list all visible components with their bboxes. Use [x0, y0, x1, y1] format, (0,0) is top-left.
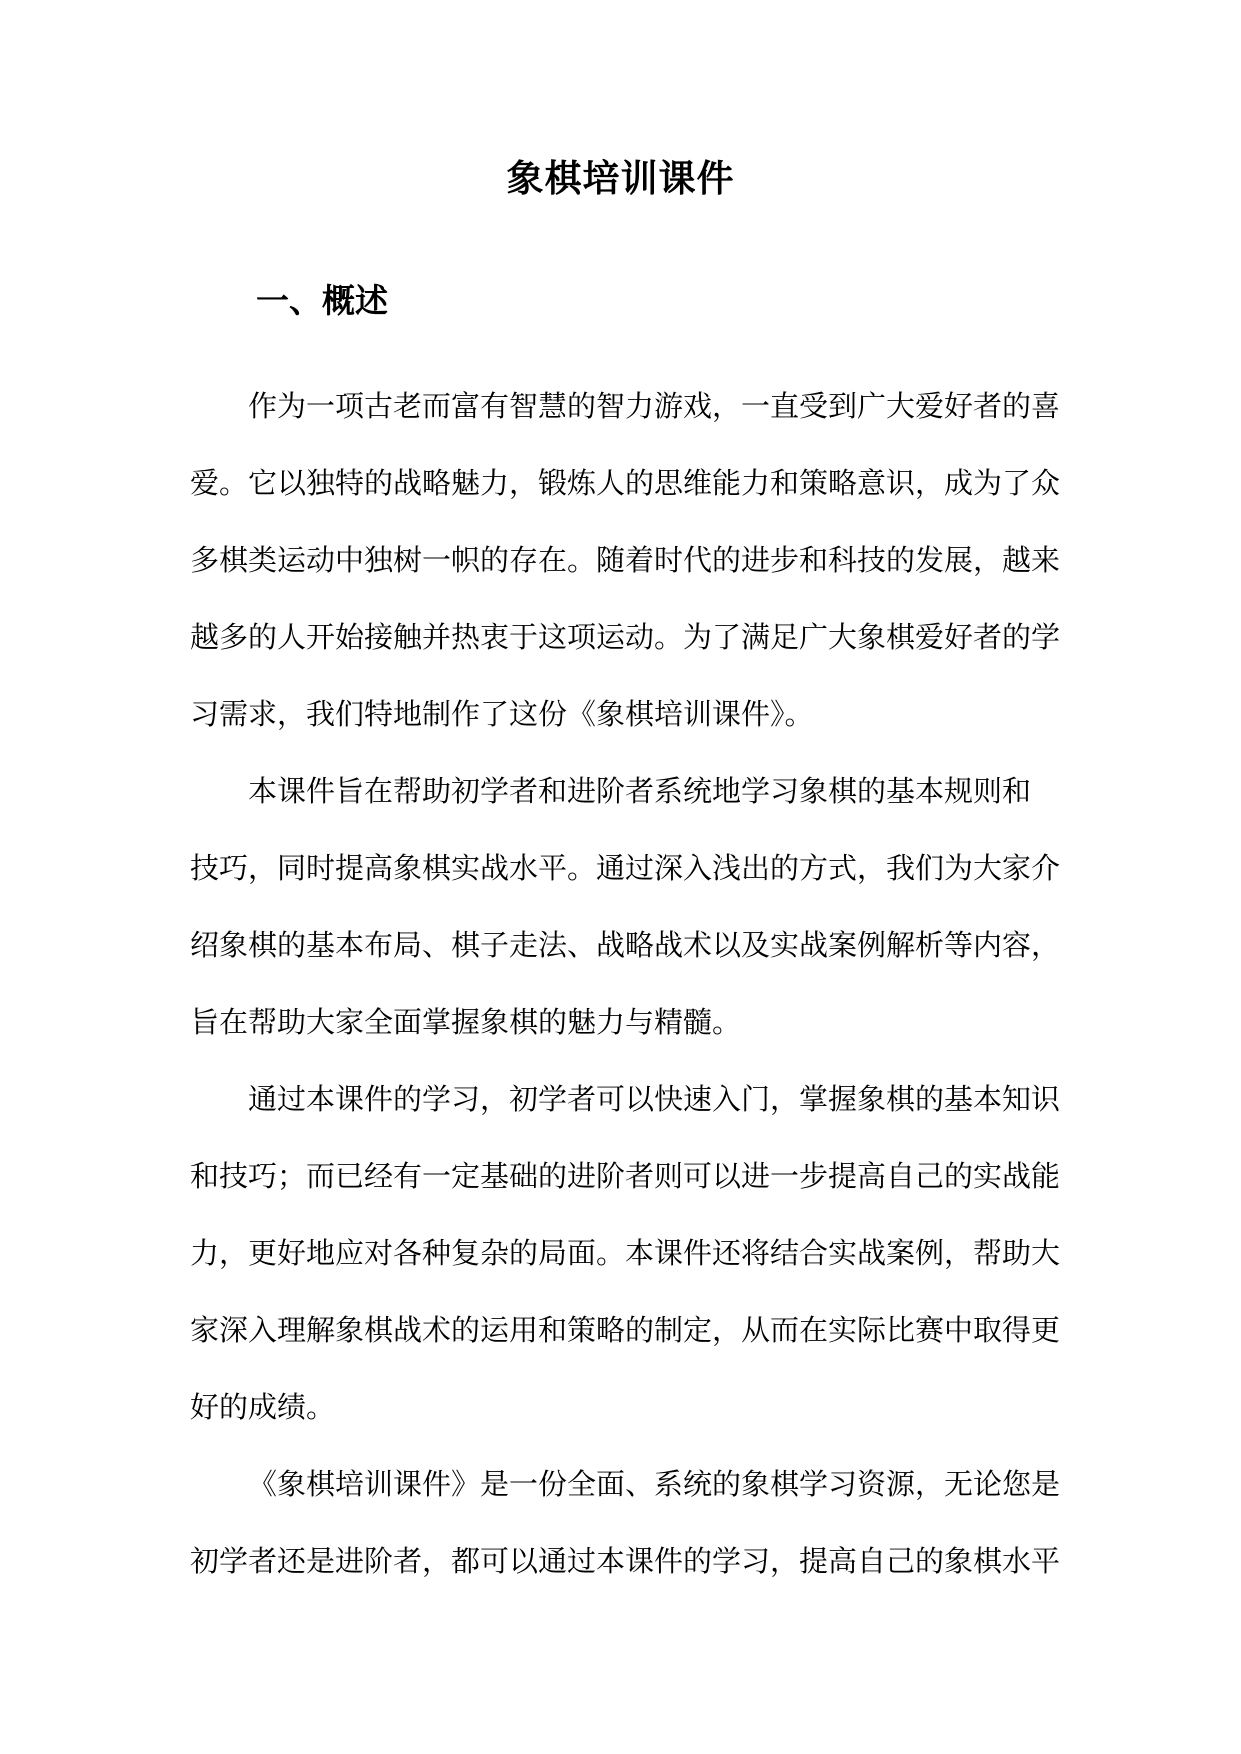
paragraph-line: 和技巧；而已经有一定基础的进阶者则可以进一步提高自己的实战能 — [190, 1159, 1061, 1193]
paragraph-line: 多棋类运动中独树一帜的存在。随着时代的进步和科技的发展，越来 — [190, 543, 1061, 577]
paragraph-4 — [190, 1446, 1060, 1600]
paragraph-1 — [190, 368, 1060, 753]
paragraph-line: 通过本课件的学习，初学者可以快速入门，掌握象棋的基本知识 — [248, 1082, 1061, 1116]
paragraph-line: 越多的人开始接触并热衷于这项运动。为了满足广大象棋爱好者的学 — [190, 620, 1061, 654]
section-heading-overview: 一、概述 — [256, 281, 388, 320]
paragraph-3 — [190, 1061, 1060, 1446]
paragraph-line: 初学者还是进阶者，都可以通过本课件的学习，提高自己的象棋水平 — [190, 1544, 1061, 1578]
paragraph-2 — [190, 753, 1060, 1061]
paragraph-line: 技巧，同时提高象棋实战水平。通过深入浅出的方式，我们为大家介 — [190, 851, 1061, 885]
paragraph-line: 作为一项古老而富有智慧的智力游戏，一直受到广大爱好者的喜 — [248, 389, 1061, 423]
paragraph-line: 好的成绩。 — [190, 1390, 336, 1424]
paragraph-line: 习需求，我们特地制作了这份《象棋培训课件》。 — [190, 697, 814, 731]
paragraph-line: 家深入理解象棋战术的运用和策略的制定，从而在实际比赛中取得更 — [190, 1313, 1061, 1347]
document-title: 象棋培训课件 — [506, 156, 735, 200]
paragraph-line: 绍象棋的基本布局、棋子走法、战略战术以及实战案例解析等内容， — [190, 928, 1061, 962]
paragraph-line: 本课件旨在帮助初学者和进阶者系统地学习象棋的基本规则和 — [248, 774, 1032, 808]
paragraph-line: 旨在帮助大家全面掌握象棋的魅力与精髓。 — [190, 1005, 742, 1039]
paragraph-line: 爱。它以独特的战略魅力，锻炼人的思维能力和策略意识，成为了众 — [190, 466, 1061, 500]
paragraph-line: 力，更好地应对各种复杂的局面。本课件还将结合实战案例，帮助大 — [190, 1236, 1061, 1270]
paragraph-line: 《象棋培训课件》是一份全面、系统的象棋学习资源，无论您是 — [248, 1467, 1061, 1501]
